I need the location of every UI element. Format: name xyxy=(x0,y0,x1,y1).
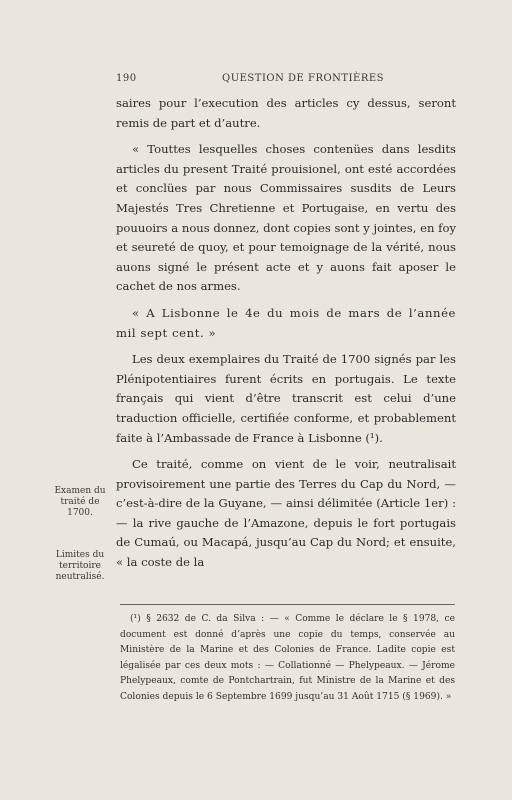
margin-note-examen: Examen du traité de 1700. xyxy=(54,486,106,518)
footnote-1: (¹) § 2632 de C. da Silva : — « Comme le déclare le § 1978, ce document est donné d’après une copie du temps, conservée au Ministère de la Marine et des Colonies de France. Ladite copie est légalisée par ces deux mots : — Collationné — Phelypeaux. — Jérome Phelypeaux, comte de Pontchartrain, fut Ministre de la Marine et des Colonies depuis le 6 Septembre 1699 jusqu’au 31 Août 1715 (§ 1969). » xyxy=(120,614,455,702)
body-text xyxy=(116,94,456,573)
paragraph-3: « A Lisbonne le 4e du mois de mars de l’année mil sept cent. » xyxy=(116,305,456,340)
margin-note-limites: Limites du territoire neutralisé. xyxy=(55,550,105,582)
footnote-divider xyxy=(120,604,455,605)
paragraph-4: Les deux exemplaires du Traité de 1700 signés par les Plénipotentiaires furent écrits en portugais. Le texte français qui vient d’être transcrit est celui d’une traduction officielle, certifiée conforme, et probablement faite à l’Ambassade de France à Lisbonne (¹). xyxy=(116,352,456,445)
page-number: 190 xyxy=(116,73,137,84)
paragraph-5: Ce traité, comme on vient de le voir, neutralisait provisoirement une partie des Terres du Cap du Nord, — c’est-à-dire de la Guyane, — ainsi délimitée (Article 1er) : — la rive gauche de l’Amazone, depuis le fort portugais de Cumaú, ou Macapá, jusqu’au Cap du Nord; et ensuite, « la coste de la xyxy=(116,457,456,570)
paragraph-1: saires pour l’execution des articles cy dessus, seront remis de part et d’autre. xyxy=(116,96,456,130)
running-title: QUESTION DE FRONTIÈRES xyxy=(222,73,385,84)
paragraph-2: « Touttes lesquelles choses contenües dans lesdits articles du present Traité prouisionel, ont esté accordées et conclües par nous Commissaires susdits de Leurs Majestés Tres Chretienne et Portugaise, en vertu des pouuoirs a nous donnez, dont copies sont y jointes, en foy et seureté de quoy, et pour temoignage de la vérité, nous auons signé le présent acte et y auons fait aposer le cachet de nos armes. xyxy=(116,142,456,294)
footnotes xyxy=(120,612,455,706)
